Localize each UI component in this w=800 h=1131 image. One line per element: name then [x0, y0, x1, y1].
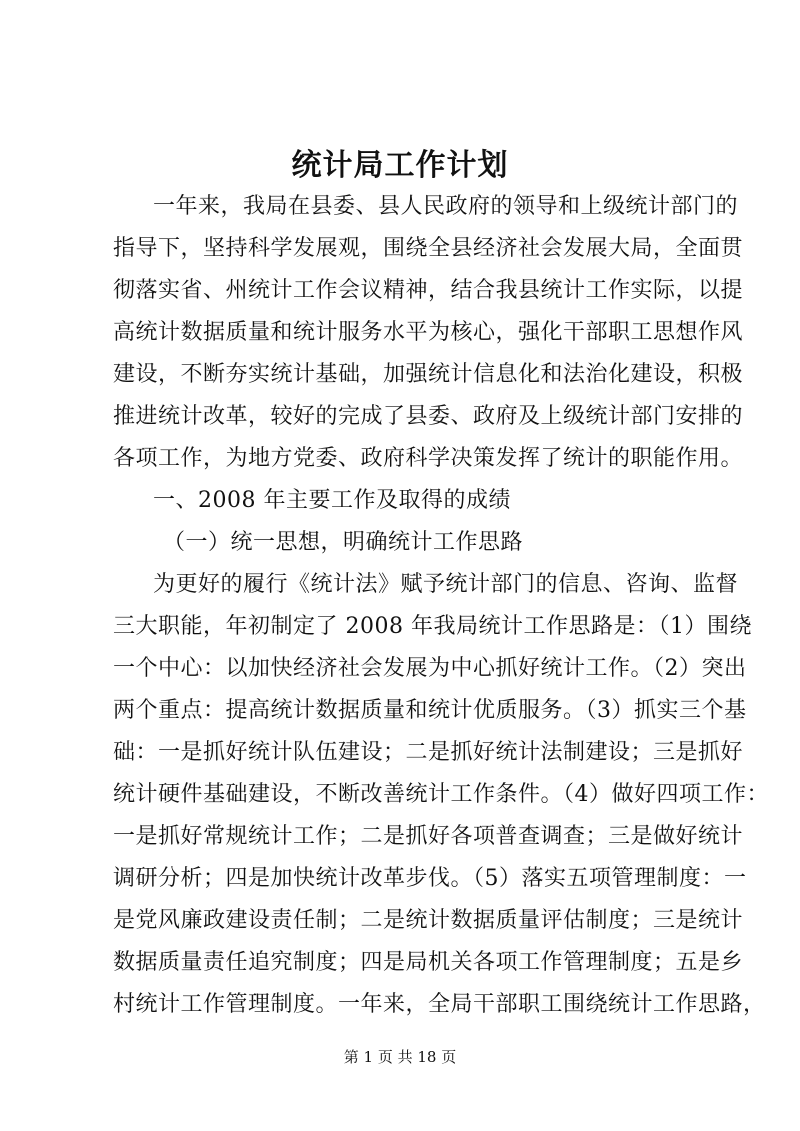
paragraph-line: 建设，不断夯实统计基础，加强统计信息化和法治化建设，积极 — [113, 362, 744, 387]
paragraph-line: 为更好的履行《统计法》赋予统计部门的信息、咨询、监督 — [153, 572, 739, 597]
document-body — [113, 186, 769, 1026]
paragraph-line: 推进统计改革，较好的完成了县委、政府及上级统计部门安排的 — [113, 404, 744, 429]
page-number-footer: 第 1 页 共 18 页 — [343, 1048, 457, 1066]
paragraph-line: 一是抓好常规统计工作；二是抓好各项普查调查；三是做好统计 — [113, 824, 744, 849]
paragraph-line: 三大职能，年初制定了 2008 年我局统计工作思路是：（1）围绕 — [113, 614, 752, 639]
paragraph-line: 指导下，坚持科学发展观，围绕全县经济社会发展大局，全面贯 — [113, 236, 744, 261]
paragraph-line: 是党风廉政建设责任制；二是统计数据质量评估制度；三是统计 — [113, 908, 744, 933]
paragraph-line: 村统计工作管理制度。一年来，全局干部职工围绕统计工作思路， — [113, 992, 766, 1017]
paragraph-line: 高统计数据质量和统计服务水平为核心，强化干部职工思想作风 — [113, 320, 744, 345]
paragraph-line: 统计硬件基础建设，不断改善统计工作条件。（4）做好四项工作： — [113, 782, 769, 807]
paragraph-line: 两个重点：提高统计数据质量和统计优质服务。（3）抓实三个基 — [113, 698, 747, 723]
section-heading: 一、2008 年主要工作及取得的成绩 — [153, 488, 511, 513]
subsection-heading: （一）统一思想，明确统计工作思路 — [163, 530, 524, 555]
paragraph-line: 彻落实省、州统计工作会议精神，结合我县统计工作实际，以提 — [113, 278, 744, 303]
paragraph-line: 数据质量责任追究制度；四是局机关各项工作管理制度；五是乡 — [113, 950, 744, 975]
paragraph-line: 础：一是抓好统计队伍建设；二是抓好统计法制建设；三是抓好 — [113, 740, 744, 765]
paragraph-line: 各项工作，为地方党委、政府科学决策发挥了统计的职能作用。 — [113, 446, 744, 471]
paragraph-line: 一年来，我局在县委、县人民政府的领导和上级统计部门的 — [153, 194, 739, 219]
paragraph-line: 一个中心：以加快经济社会发展为中心抓好统计工作。（2）突出 — [113, 656, 747, 681]
paragraph-line: 调研分析；四是加快统计改革步伐。（5）落实五项管理制度：一 — [113, 866, 747, 891]
document-title: 统计局工作计划 — [291, 148, 509, 183]
